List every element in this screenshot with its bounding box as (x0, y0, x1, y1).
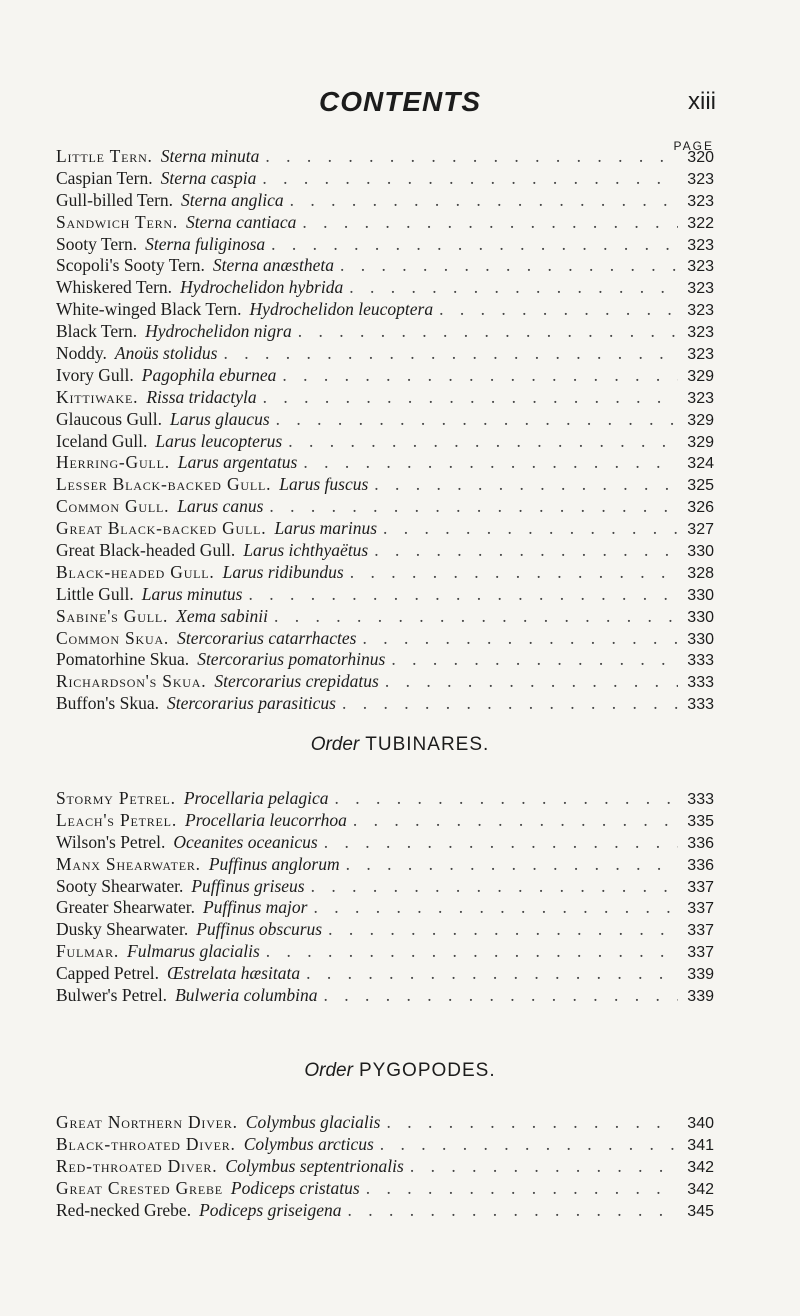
common-name: Gull-billed Tern. (56, 189, 174, 210)
entry-title (56, 212, 296, 233)
dot-leader (282, 365, 678, 386)
common-name: Common Skua. (56, 627, 170, 648)
scientific-name: Hydrochelidon leucoptera (249, 299, 434, 320)
page-ref: 342 (687, 1180, 714, 1198)
scientific-name: Sterna minuta (160, 146, 260, 166)
contents-entry (56, 1156, 714, 1178)
dot-leader (439, 299, 678, 320)
dot-leader (306, 963, 678, 984)
page-ref: 330 (687, 586, 714, 604)
contents-entry (56, 496, 714, 518)
page-ref: 342 (687, 1158, 714, 1176)
contents-entry (56, 832, 714, 854)
common-name: Sooty Tern. (56, 233, 138, 254)
contents-entry (56, 1112, 714, 1134)
dot-leader (223, 343, 678, 364)
page-ref: 323 (687, 324, 714, 342)
dot-leader (380, 1134, 678, 1155)
entry-title (56, 963, 300, 984)
scientific-name: Rissa tridactyla (146, 386, 257, 407)
dot-leader (276, 409, 678, 430)
contents-entry (56, 168, 714, 190)
common-name: Herring-Gull. (56, 452, 170, 473)
page-ref: 340 (687, 1115, 714, 1132)
entry-title (56, 1112, 380, 1133)
entry-title (56, 1156, 404, 1177)
dot-leader (383, 518, 678, 539)
dot-leader (386, 1112, 678, 1133)
contents-entry (56, 277, 714, 299)
contents-list-pygopodes (56, 1112, 714, 1221)
contents-entry (56, 431, 714, 453)
scientific-name: Oceanites oceanicus (173, 831, 318, 852)
dot-leader (263, 387, 678, 408)
scientific-name: Sterna caspia (160, 167, 257, 188)
scientific-name: Fulmarus glacialis (127, 941, 260, 962)
contents-entry (56, 365, 714, 387)
entry-title (56, 409, 270, 430)
entry-title (56, 854, 340, 875)
contents-entry (56, 387, 714, 409)
scientific-name: Larus ridibundus (222, 561, 344, 582)
contents-entry (56, 649, 714, 671)
scientific-name: Larus fuscus (279, 474, 369, 495)
entry-title (56, 897, 307, 918)
dot-leader (362, 628, 678, 649)
scientific-name: Anoüs stolidus (114, 343, 218, 364)
dot-leader (335, 788, 678, 809)
common-name: Common Gull. (56, 496, 170, 517)
entry-title (56, 832, 318, 853)
common-name: Sooty Shearwater. (56, 875, 184, 896)
contents-entry (56, 919, 714, 941)
entry-title (56, 190, 284, 211)
dot-leader (262, 168, 678, 189)
contents-entry (56, 606, 714, 628)
contents-entry (56, 212, 714, 234)
page-column-label: PAGE (673, 139, 714, 153)
entry-title (56, 431, 282, 452)
common-name: Kittiwake. (56, 386, 139, 407)
scientific-name: Puffinus major (202, 897, 308, 918)
scientific-name: Procellaria pelagica (183, 788, 329, 808)
page-ref: 323 (687, 258, 714, 276)
dot-leader (346, 854, 678, 875)
entry-title (56, 518, 377, 539)
page-ref: 339 (687, 966, 714, 984)
dot-leader (353, 810, 678, 831)
entry-title (56, 788, 329, 809)
contents-entry (56, 985, 714, 1007)
contents-entry (56, 474, 714, 496)
page-ref: 325 (687, 477, 714, 495)
page-ref: 333 (687, 791, 714, 808)
entry-title (56, 496, 263, 517)
common-name: Great Crested Grebe (56, 1177, 223, 1198)
dot-leader (342, 693, 678, 714)
entry-title (56, 168, 256, 189)
contents-entry (56, 584, 714, 606)
scientific-name: Sterna anæstheta (212, 255, 334, 276)
entry-title (56, 649, 385, 670)
common-name: Lesser Black-backed Gull. (56, 474, 272, 495)
common-name: Sandwich Tern. (56, 211, 179, 232)
scientific-name: Larus marinus (274, 518, 378, 539)
common-name: Little Gull. (56, 583, 134, 604)
page-ref: 330 (687, 608, 714, 626)
page-ref: 323 (687, 236, 714, 254)
common-name: Great Black-headed Gull. (56, 540, 236, 561)
scientific-name: Sterna cantiaca (186, 211, 297, 232)
page-ref: 326 (687, 499, 714, 517)
page-ref: 327 (687, 521, 714, 539)
entry-title (56, 810, 347, 831)
page-ref: 320 (687, 149, 714, 166)
page-ref: 333 (687, 674, 714, 692)
scientific-name: Stercorarius parasiticus (166, 693, 336, 714)
scientific-name: Stercorarius catarrhactes (177, 627, 357, 648)
dot-leader (324, 832, 678, 853)
page-ref: 337 (687, 878, 714, 896)
dot-leader (313, 897, 678, 918)
entry-title (56, 941, 260, 962)
common-name: Whiskered Tern. (56, 277, 173, 298)
running-head (0, 86, 800, 126)
entry-title (56, 343, 217, 364)
dot-leader (391, 649, 678, 670)
scientific-name: Œstrelata hæsitata (167, 963, 301, 984)
scientific-name: Puffinus anglorum (208, 853, 340, 874)
page-ref: 333 (687, 652, 714, 670)
entry-title (56, 299, 433, 320)
dot-leader (288, 431, 678, 452)
common-name: White-winged Black Tern. (56, 299, 242, 320)
page-ref: 328 (687, 564, 714, 582)
common-name: Glaucous Gull. (56, 408, 162, 429)
entry-title (56, 234, 265, 255)
page-ref: 336 (687, 856, 714, 874)
scientific-name: Stercorarius pomatorhinus (197, 649, 386, 670)
contents-entry (56, 409, 714, 431)
page-ref: 337 (687, 900, 714, 918)
page-ref: 345 (687, 1202, 714, 1220)
scientific-name: Sterna fuliginosa (145, 233, 266, 254)
common-name: Red-throated Diver. (56, 1155, 218, 1176)
contents-entry (56, 788, 714, 810)
contents-entry (56, 854, 714, 876)
entry-title (56, 365, 276, 386)
contents-entry (56, 255, 714, 277)
entry-title (56, 452, 297, 473)
common-name: Great Northern Diver. (56, 1112, 238, 1132)
contents-entry (56, 628, 714, 650)
page-ref: 322 (687, 214, 714, 232)
entry-title (56, 628, 356, 649)
page-title: CONTENTS (319, 86, 481, 117)
entry-title (56, 606, 268, 627)
entry-title (56, 919, 322, 940)
common-name: Scopoli's Sooty Tern. (56, 255, 205, 276)
common-name: Noddy. (56, 343, 107, 364)
page-ref: 339 (687, 988, 714, 1006)
scientific-name: Colymbus septentrionalis (225, 1155, 404, 1176)
common-name: Great Black-backed Gull. (56, 518, 267, 539)
entry-title (56, 671, 379, 692)
scientific-name: Colymbus arcticus (243, 1133, 374, 1154)
common-name: Wilson's Petrel. (56, 831, 166, 852)
page-ref: 329 (687, 411, 714, 429)
common-name: Black-throated Diver. (56, 1133, 236, 1154)
contents-entry (56, 234, 714, 256)
page-ref: 323 (687, 302, 714, 320)
entry-title (56, 985, 317, 1006)
entry-title (56, 876, 305, 897)
dot-leader (303, 452, 678, 473)
contents-entry (56, 321, 714, 343)
dot-leader (266, 941, 678, 962)
entry-title (56, 1200, 341, 1221)
page-number: xiii (688, 88, 716, 115)
dot-leader (271, 234, 678, 255)
common-name: Sabine's Gull. (56, 605, 169, 626)
dot-leader (347, 1200, 678, 1221)
scientific-name: Larus glaucus (169, 408, 270, 429)
entry-title (56, 584, 242, 605)
dot-leader (269, 496, 678, 517)
common-name: Leach's Petrel. (56, 809, 177, 830)
page-ref: 323 (687, 389, 714, 407)
scientific-name: Sterna anglica (181, 189, 284, 210)
order-name: PYGOPODES. (358, 1060, 496, 1081)
contents-entry (56, 1134, 714, 1156)
scientific-name: Pagophila eburnea (141, 364, 277, 385)
common-name: Pomatorhine Skua. (56, 649, 190, 670)
page-ref: 323 (687, 280, 714, 298)
scientific-name: Larus leucopterus (155, 430, 283, 451)
contents-entry (56, 810, 714, 832)
entry-title (56, 562, 344, 583)
entry-title (56, 387, 257, 408)
page-ref: 333 (687, 696, 714, 714)
dot-leader (248, 584, 678, 605)
dot-leader (328, 919, 678, 940)
common-name: Caspian Tern. (56, 167, 153, 188)
page-ref: 335 (687, 812, 714, 830)
page-ref: 336 (687, 834, 714, 852)
contents-entry (56, 562, 714, 584)
dot-leader (311, 876, 678, 897)
contents-entry (56, 941, 714, 963)
common-name: Bulwer's Petrel. (56, 985, 168, 1006)
scientific-name: Colymbus glacialis (245, 1112, 381, 1132)
contents-entry (56, 1178, 714, 1200)
contents-list-tubinares (56, 788, 714, 1007)
scientific-name: Podiceps griseigena (199, 1199, 342, 1220)
common-name: Manx Shearwater. (56, 853, 201, 874)
entry-title (56, 693, 336, 714)
entry-title (56, 1134, 374, 1155)
common-name: Black-headed Gull. (56, 561, 215, 582)
common-name: Black Tern. (56, 321, 138, 342)
scientific-name: Larus canus (177, 496, 264, 517)
contents-entry (56, 299, 714, 321)
common-name: Ivory Gull. (56, 364, 134, 385)
page-ref: 341 (687, 1136, 714, 1154)
dot-leader (290, 190, 678, 211)
dot-leader (374, 474, 678, 495)
page-ref: 329 (687, 433, 714, 451)
dot-leader (350, 562, 678, 583)
entry-title (56, 540, 368, 561)
order-word: Order (310, 734, 360, 755)
common-name: Greater Shearwater. (56, 897, 195, 918)
dot-leader (302, 212, 678, 233)
entry-title (56, 146, 259, 167)
entry-title (56, 1178, 360, 1199)
contents-list-larinae (56, 146, 714, 715)
scientific-name: Stercorarius crepidatus (214, 671, 379, 692)
page-ref: 324 (687, 455, 714, 473)
scientific-name: Hydrochelidon hybrida (180, 277, 344, 298)
contents-entry (56, 963, 714, 985)
order-heading-tubinares (0, 734, 800, 756)
dot-leader (410, 1156, 678, 1177)
scientific-name: Hydrochelidon nigra (145, 321, 292, 342)
scientific-name: Podiceps cristatus (230, 1177, 360, 1198)
dot-leader (323, 985, 678, 1006)
order-word: Order (304, 1060, 353, 1081)
dot-leader (298, 321, 678, 342)
common-name: Dusky Shearwater. (56, 919, 189, 940)
dot-leader (385, 671, 678, 692)
page-ref: 323 (687, 346, 714, 364)
entry-title (56, 277, 343, 298)
common-name: Richardson's Skua. (56, 671, 207, 692)
common-name: Buffon's Skua. (56, 693, 159, 714)
common-name: Little Tern. (56, 146, 153, 166)
scientific-name: Puffinus obscurus (196, 919, 323, 940)
dot-leader (349, 277, 678, 298)
contents-entry (56, 343, 714, 365)
page-ref: 323 (687, 170, 714, 188)
dot-leader (340, 255, 678, 276)
entry-title (56, 255, 334, 276)
scientific-name: Procellaria leucorrhoa (185, 809, 347, 830)
dot-leader (265, 146, 678, 167)
entry-title (56, 321, 292, 342)
scientific-name: Larus ichthyaëtus (243, 540, 369, 561)
entry-title (56, 474, 368, 495)
contents-entry (56, 897, 714, 919)
contents-entry (56, 518, 714, 540)
page-ref: 337 (687, 922, 714, 940)
order-heading-pygopodes (0, 1060, 800, 1082)
common-name: Iceland Gull. (56, 430, 148, 451)
contents-entry (56, 452, 714, 474)
contents-entry (56, 671, 714, 693)
contents-entry (56, 1200, 714, 1222)
common-name: Capped Petrel. (56, 963, 160, 984)
common-name: Fulmar. (56, 941, 120, 962)
scientific-name: Larus argentatus (177, 452, 298, 473)
dot-leader (366, 1178, 678, 1199)
page-ref: 323 (687, 192, 714, 210)
scientific-name: Xema sabinii (176, 605, 269, 626)
page-ref: 329 (687, 367, 714, 385)
contents-entry (56, 540, 714, 562)
common-name: Stormy Petrel. (56, 788, 176, 808)
page-ref: 330 (687, 630, 714, 648)
page-ref: 337 (687, 944, 714, 962)
scientific-name: Puffinus griseus (191, 875, 305, 896)
scientific-name: Bulweria columbina (175, 985, 318, 1006)
contents-entry (56, 190, 714, 212)
dot-leader (274, 606, 678, 627)
page-ref: 330 (687, 543, 714, 561)
contents-entry (56, 693, 714, 715)
common-name: Red-necked Grebe. (56, 1199, 192, 1220)
contents-entry (56, 146, 714, 168)
contents-entry (56, 876, 714, 898)
order-name: TUBINARES. (365, 734, 490, 755)
dot-leader (374, 540, 678, 561)
scientific-name: Larus minutus (141, 583, 243, 604)
